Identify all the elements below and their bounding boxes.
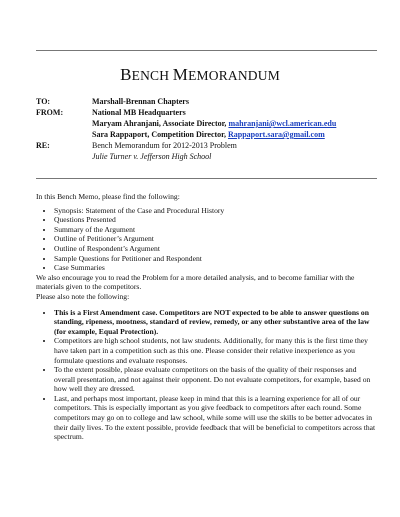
memo-title [0, 65, 400, 85]
list-item: • Outline of Petitioner’s Argument [54, 234, 376, 244]
title-word-memorandum: EMORANDUM [188, 68, 280, 83]
re-label: RE: [36, 141, 50, 150]
from-row [36, 107, 380, 118]
from-value: National MB Headquarters [92, 108, 186, 117]
from-person2 [92, 129, 325, 140]
from-person2-row [36, 129, 380, 140]
to-label: TO: [36, 97, 51, 106]
re-case: Julie Turner v. Jefferson High School [92, 152, 212, 161]
re-value: Bench Memorandum for 2012-2013 Problem [92, 141, 237, 150]
top-divider [36, 50, 377, 51]
list-item: • Case Summaries [54, 263, 376, 273]
list-item: • Summary of the Argument [54, 225, 376, 235]
list-item: • Questions Presented [54, 215, 376, 225]
bottom-divider [36, 178, 377, 179]
person2-email-link[interactable]: Rappaport.sara@gmail.com [228, 130, 325, 139]
re-row [36, 140, 380, 151]
note-intro-paragraph: Please also note the following: [36, 291, 130, 301]
encourage-paragraph: We also encourage you to read the Problem for a more detailed analysis, and to become familiar with the materials given to the competitors. [36, 272, 355, 292]
list-item: • Outline of Respondent’s Argument [54, 244, 376, 254]
spacer [36, 118, 92, 129]
person1-name: Maryam Ahranjani, Associate Director, [92, 119, 229, 128]
from-label: FROM: [36, 108, 64, 117]
person1-email-link[interactable]: mahranjani@wcl.american.edu [228, 119, 337, 128]
spacer [36, 129, 92, 140]
title-word-bench: ENCH [131, 68, 173, 83]
list-item: • Competitors are high school students, not law students. Additionally, for many this is the first time they have taken part in a competition such as this one. Please consider their relative inexperience as you formulate questions and evaluate responses. [54, 336, 376, 365]
from-person1 [92, 118, 336, 129]
list-item: • Sample Questions for Petitioner and Respondent [54, 254, 376, 264]
contents-list [36, 206, 376, 273]
spacer [36, 151, 92, 162]
intro-paragraph: In this Bench Memo, please find the following: [36, 192, 180, 201]
list-item: • Synopsis: Statement of the Case and Procedural History [54, 206, 376, 216]
person2-name: Sara Rappaport, Competition Director, [92, 130, 228, 139]
notes-list [36, 308, 376, 442]
title-initial-m: M [172, 65, 189, 84]
to-row [36, 96, 380, 107]
list-item: • To the extent possible, please evaluate competitors on the basis of the quality of their responses and overall presentation, and not against their opponent. Do not evaluate competitors, for example, based on how well they are dressed. [54, 365, 376, 394]
re-case-row [36, 151, 380, 162]
to-value: Marshall-Brennan Chapters [92, 97, 189, 106]
memo-body [36, 192, 376, 442]
list-item: • This is a First Amendment case. Competitors are NOT expected to be able to answer questions on standing, ripeness, mootness, standard of review, remedy, or any other substantive area of the law (for example, Equal Protection). [54, 308, 376, 337]
memo-header [36, 96, 380, 162]
from-person1-row [36, 118, 380, 129]
title-initial-b: B [120, 65, 132, 84]
list-item: • Last, and perhaps most important, please keep in mind that this is a learning experience for all of our competitors. This is especially important as you give feedback to competitors after each round. Some competitors may go on to college and law school, while some will use the skills to be better advocates in their daily lives. To the extent possible, provide feedback that will be beneficial to competitors across that spectrum. [54, 394, 376, 442]
